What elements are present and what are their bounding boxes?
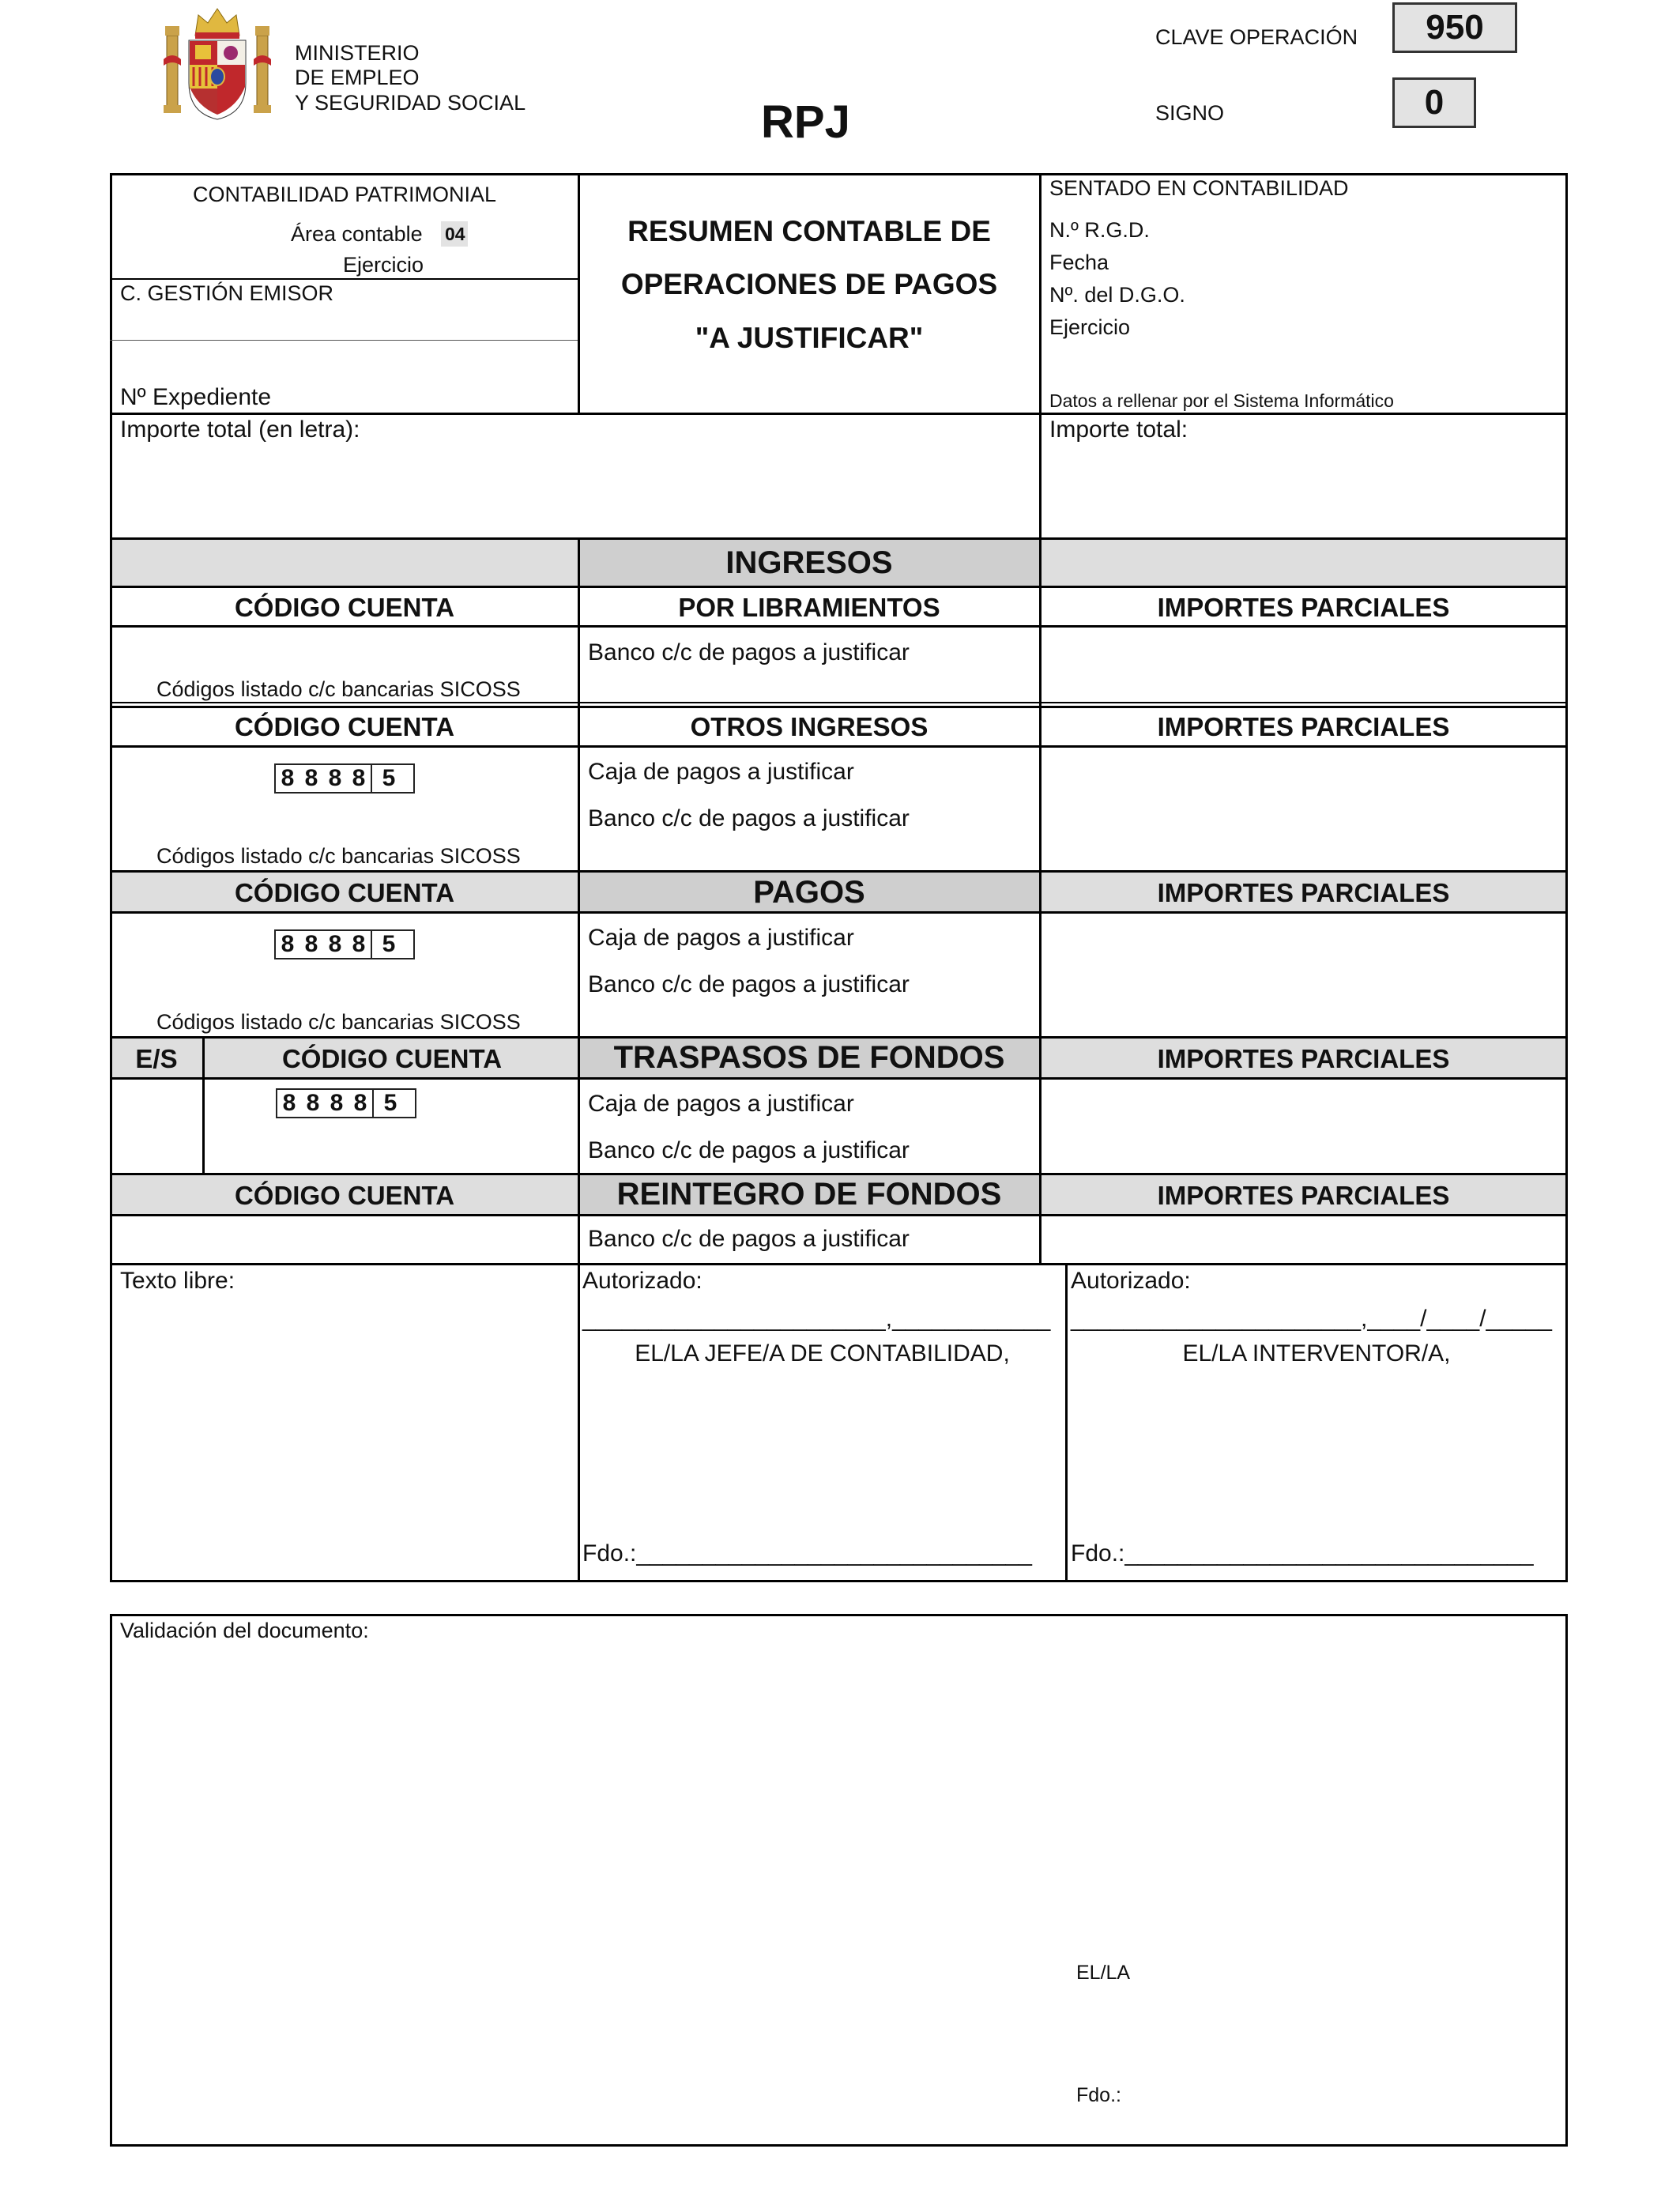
otros-ingresos-header: OTROS INGRESOS xyxy=(690,712,929,741)
clave-label: CLAVE OPERACIÓN xyxy=(1155,25,1358,49)
validation-box xyxy=(110,1614,1568,2147)
form-title-line-1: RESUMEN CONTABLE DE xyxy=(627,215,991,247)
banco-label-3: Banco c/c de pagos a justificar xyxy=(588,971,910,997)
importe-traspasos-field[interactable] xyxy=(1042,1080,1565,1173)
autorizado-label-1: Autorizado: xyxy=(582,1268,703,1294)
clave-value: 950 xyxy=(1426,8,1484,47)
validation-label: Validación del documento: xyxy=(120,1619,369,1642)
caja-label-4: Caja de pagos a justificar xyxy=(588,1091,854,1117)
sistema-note: Datos a rellenar por el Sistema Informático xyxy=(1049,390,1394,411)
dgo-label: Nº. del D.G.O. xyxy=(1049,283,1185,307)
interventor-label: EL/LA INTERVENTOR/A, xyxy=(1182,1340,1451,1367)
reintegro-heading: REINTEGRO DE FONDOS xyxy=(616,1177,1002,1212)
caja-label-3: Caja de pagos a justificar xyxy=(588,925,854,951)
place-date-line-1[interactable]: _______________________,____________ xyxy=(582,1306,1051,1332)
jefe-contabilidad-label: EL/LA JEFE/A DE CONTABILIDAD, xyxy=(635,1340,1010,1367)
importe-letra-field[interactable] xyxy=(112,447,578,537)
listado-label-1: Códigos listado c/c bancarias SICOSS xyxy=(156,677,521,701)
codigo-cuenta-header-3: CÓDIGO CUENTA xyxy=(234,878,455,907)
gestion-emisor-label: C. GESTIÓN EMISOR xyxy=(120,281,334,305)
code-box-traspasos: 8 8 8 8 5 xyxy=(276,1088,416,1118)
listado-label-2: Códigos listado c/c bancarias SICOSS xyxy=(156,844,521,868)
codigo-reintegro-field[interactable] xyxy=(112,1216,578,1263)
rgd-label: N.º R.G.D. xyxy=(1049,218,1150,242)
ingresos-heading: INGRESOS xyxy=(725,545,893,580)
codigo-cuenta-header-5: CÓDIGO CUENTA xyxy=(234,1181,455,1210)
place-date-line-2[interactable]: ______________________,____/____/_____ xyxy=(1071,1306,1552,1332)
texto-libre-field[interactable] xyxy=(112,1296,578,1580)
importe-libramientos-field[interactable] xyxy=(1042,628,1565,702)
area-contable-value: 04 xyxy=(445,224,465,244)
firma-line-2[interactable]: Fdo.:_______________________________ xyxy=(1071,1540,1534,1566)
traspasos-heading: TRASPASOS DE FONDOS xyxy=(613,1040,1005,1075)
texto-libre-label: Texto libre: xyxy=(120,1268,235,1294)
importe-reintegro-field[interactable] xyxy=(1042,1216,1565,1263)
codigo-cuenta-header-1: CÓDIGO CUENTA xyxy=(234,593,455,622)
code-box-pagos: 8 8 8 8 5 xyxy=(274,929,415,959)
validation-fdo: Fdo.: xyxy=(1076,2084,1121,2106)
importes-parciales-header-5: IMPORTES PARCIALES xyxy=(1157,1181,1450,1210)
importe-letra-label: Importe total (en letra): xyxy=(120,417,360,443)
listado-label-3: Códigos listado c/c bancarias SICOSS xyxy=(156,1010,521,1034)
ejercicio2-label: Ejercicio xyxy=(1049,315,1131,339)
importe-otros-field[interactable] xyxy=(1042,748,1565,870)
banco-label-2: Banco c/c de pagos a justificar xyxy=(588,805,910,831)
signo-value: 0 xyxy=(1424,83,1445,122)
importes-parciales-header-3: IMPORTES PARCIALES xyxy=(1157,878,1450,907)
fecha-label: Fecha xyxy=(1049,251,1109,274)
es-field[interactable] xyxy=(112,1080,202,1173)
autorizado-label-2: Autorizado: xyxy=(1071,1268,1191,1294)
importe-total-label: Importe total: xyxy=(1049,417,1188,443)
code-box-otros: 8 8 8 8 5 xyxy=(274,763,415,794)
ejercicio-label: Ejercicio xyxy=(343,253,424,277)
form-title-line-3: "A JUSTIFICAR" xyxy=(695,322,924,354)
signo-label: SIGNO xyxy=(1155,101,1225,125)
banco-label-5: Banco c/c de pagos a justificar xyxy=(588,1226,910,1252)
importes-parciales-header-2: IMPORTES PARCIALES xyxy=(1157,712,1450,741)
pagos-heading: PAGOS xyxy=(753,875,865,910)
area-contable-label: Área contable xyxy=(291,222,423,246)
importe-total-field[interactable] xyxy=(1042,447,1565,537)
banco-label-1: Banco c/c de pagos a justificar xyxy=(588,639,910,665)
ministry-line-1: MINISTERIO xyxy=(295,41,420,65)
importes-parciales-header-4: IMPORTES PARCIALES xyxy=(1157,1044,1450,1073)
coat-of-arms-logo xyxy=(162,4,273,121)
codigo-cuenta-header-2: CÓDIGO CUENTA xyxy=(234,712,455,741)
contabilidad-patrimonial: CONTABILIDAD PATRIMONIAL xyxy=(192,183,497,206)
form-title-line-2: OPERACIONES DE PAGOS xyxy=(620,268,998,300)
codigo-cuenta-header-4: CÓDIGO CUENTA xyxy=(281,1044,503,1073)
sentado-label: SENTADO EN CONTABILIDAD xyxy=(1049,176,1349,200)
caja-label-2: Caja de pagos a justificar xyxy=(588,759,854,785)
validation-ella: EL/LA xyxy=(1076,1962,1131,1984)
signo-value-box xyxy=(1392,77,1476,128)
importe-pagos-field[interactable] xyxy=(1042,914,1565,1036)
clave-value-box xyxy=(1392,2,1517,53)
ministry-line-3: Y SEGURIDAD SOCIAL xyxy=(295,91,526,115)
expediente-label: Nº Expediente xyxy=(120,384,272,410)
form-code: RPJ xyxy=(761,96,850,148)
banco-label-4: Banco c/c de pagos a justificar xyxy=(588,1137,910,1163)
es-header: E/S xyxy=(135,1044,178,1073)
ministry-line-2: DE EMPLEO xyxy=(295,66,420,89)
libramientos-header: POR LIBRAMIENTOS xyxy=(678,593,940,622)
importes-parciales-header-1: IMPORTES PARCIALES xyxy=(1157,593,1450,622)
firma-line-1[interactable]: Fdo.:______________________________ xyxy=(582,1540,1032,1566)
